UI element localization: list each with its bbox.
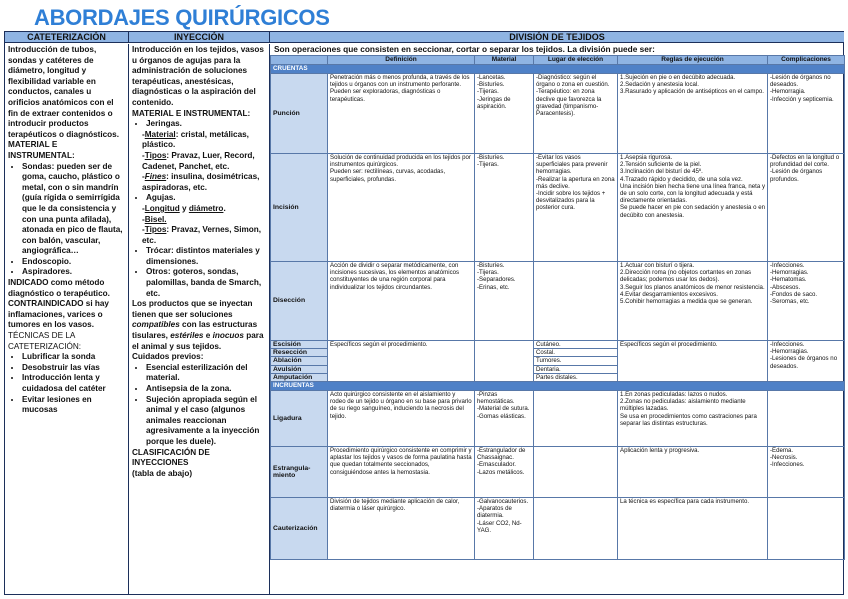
cell-lugar [534,391,618,447]
bullet-agujas: • Agujas. [146,193,266,204]
column-header: Lugar de elección [534,56,618,65]
tipos2-text: : Pravaz, Vernes, Simon, etc. [142,225,262,245]
cell-complicaciones [768,498,845,560]
fines-label: Fines [144,172,167,182]
cell-definicion: Procedimiento quirúrgico consistente en comprimir y aplastar los tejidos y vasos de forma paulatina hasta que quedan totalmente seccionados, consiguiéndose antes la hemostasia. [328,447,475,498]
column-header: Reglas de ejecución [618,56,768,65]
cell-complicaciones: -Infecciones. -Hemorragias. -Lesiones de órganos no deseados. [768,341,845,382]
content-grid [4,31,844,595]
cuidado-item: • Esencial esterilización del material. [146,363,266,384]
cell-lugar [534,262,618,341]
row-name: Escisión [271,341,327,349]
productos-part: e [203,331,213,341]
longitud-label: Longitud [144,203,180,213]
inyeccion-intro: Introducción en los tejidos, vasos u órganos de agujas para la administración de soluciones terapéuticas, anestésicas, diagnósticas o la aspiración del contenido. [132,45,264,107]
cell-reglas: Aplicación lenta y progresiva. [618,447,768,498]
cuidado-item: • Antisepsia de la zona. [146,384,266,395]
clasificacion-heading: CLASIFICACIÓN DE INYECCIONES [132,447,210,468]
section-label: INCRUENTAS [271,382,845,391]
table-row [271,391,845,447]
jeringas-fines: -Fines: insulina, dosimétricas, aspiradoras, etc. [142,172,260,192]
row-name: Punción [271,74,328,154]
table-row [271,74,845,154]
row-name-group [271,341,328,382]
column-header: Definición [328,56,475,65]
column-header [271,56,328,65]
material-label: Material [144,129,176,139]
row-name: Avulsión [271,366,327,374]
lugar-item: Costal. [534,349,617,357]
tecnicas-heading: TÉCNICAS DE LA CATETERIZACIÓN: [8,331,82,351]
cell-definicion: Acto quirúrgico consistente en el aislamiento y rodeo de un tejido u órgano en su base para privarlo de su riego sanguíneo, induciendo la necrosis del tejido. [328,391,475,447]
row-name: Incisión [271,154,328,262]
cell-lugar [534,498,618,560]
tecnica-item: • Introducción lenta y cuidadosa del catéter [22,373,125,394]
bullet-otros: • Otros: goteros, sondas, palomillas, banda de Smarch, etc. [146,267,266,299]
cell-material: -Bisturíes. -Tijeras. [475,154,534,262]
productos-esteriles: estériles [170,331,204,341]
cuidado-item: • Sujeción apropiada según el animal y el caso (algunos animales reaccionan agresivamente a la inyección porque les duele). [146,395,266,448]
cell-definicion: Solución de continuidad producida en los tejidos por instrumentos quirúrgicos. Pueden ser: rectilíneas, curvas, acodadas, superficiales, profundas. [328,154,475,262]
section-label: CRUENTAS [271,65,845,74]
page-title: ABORDAJES QUIRÚRGICOS [34,5,330,30]
table-row [271,498,845,560]
cell-material: -Pinzas hemostáticas. -Material de sutura. -Gomas elásticas. [475,391,534,447]
bullet-endoscopio: • Endoscopio. [22,257,125,268]
tipos-label: Tipos [144,150,167,160]
productos-compatibles: compatibles [132,320,180,330]
conjunction-text: y [179,203,189,213]
header-division: DIVISIÓN DE TEJIDOS [270,32,844,43]
table-row [271,262,845,341]
table-header-row [271,56,845,65]
header-cateterizacion: CATETERIZACIÓN [5,32,129,43]
tabla-note: (tabla de abajo) [132,468,193,478]
cell-complicaciones [768,391,845,447]
cuidados-list [132,363,266,448]
lugar-item: Dentaria. [534,366,617,374]
column-header: Complicaciones [768,56,845,65]
jeringas-tipos: -Tipos: Pravaz, Luer, Record, Cadenet, Panchet, etc. [142,150,255,171]
agujas-longitud: -Longitud y diámetro. [142,203,226,213]
cell-material: -Estrangulador de Chassaignac. -Emasculador. -Lazos metálicos. [475,447,534,498]
diametro-label: diámetro [188,203,224,213]
cell-material: -Bisturíes. -Tijeras. -Separadores. -Erinas, etc. [475,262,534,341]
cell-definicion: Acción de dividir o separar metódicamente, con incisiones sucesivas, los elementos anatómicos constituyentes de una región corporal para individualizar los tejidos circundantes. [328,262,475,341]
agujas-tipos: -Tipos: Pravaz, Vernes, Simon, etc. [142,225,262,245]
cell-reglas: 1.Asepsia rigurosa. 2.Tensión suficiente de la piel. 3.Inclinación del bisturí de 45º. 4.Trazado rápido y decidido, de una sola vez. Una incisión bien hecha tiene una línea franca, neta y de un solo corte, con la longitud adecuada y está directamente orientadas. Se puede hacer en pie con sedación y anestesia o en decúbito con anestesia. [618,154,768,262]
bullet-trocar: • Trócar: distintos materiales y dimensiones. [146,246,266,267]
productos-part: con las estructuras tisulares, [132,320,258,341]
cell-lugar: -Evitar los vasos superficiales para prevenir hemorragias. -Realizar la apertura en zona más declive. -Incidir sobre los tejidos + desvitalizados para la posterior cura. [534,154,618,262]
cell-complicaciones: -Edema. -Necrosis. -Infecciones. [768,447,845,498]
tecnica-item: • Evitar lesiones en mucosas [22,395,125,416]
division-table [270,55,845,560]
jeringas-list [132,119,266,130]
cell-complicaciones: -Lesión de órganos no deseados. -Hemorragia. -Infección y septicemia. [768,74,845,154]
fines-text: : insulina, dosimétricas, aspiradoras, etc. [142,172,260,192]
productos-part: Los productos que se inyectan tienen que ser soluciones [132,299,253,319]
row-name: Ablación [271,357,327,365]
jeringas-material: -Material: cristal, metálicas, plástico. [142,129,249,150]
division-intro: Son operaciones que consisten en seccionar, cortar o separar los tejidos. La división puede ser: [274,44,655,54]
row-name: Estrangula- miento [271,447,328,498]
header-inyeccion: INYECCIÓN [129,32,270,43]
row-name: Cauterización [271,498,328,560]
cell-material: -Galvanocauterios. -Aparatos de diatermia. -Láser CO2, Nd-YAG. [475,498,534,560]
cell-lugar: -Diagnóstico: según el órgano o zona en cuestión. -Terapéutico: en zona declive que favorezca la gravedad (timpanismo-Paracentesis). [534,74,618,154]
bullet-sondas: • Sondas: pueden ser de goma, caucho, plástico o metal, con o sin mandrín (guía rígida o semirrígida que le da consistencia y con una punta afilada), atonada en pico de flauta, con balón, vascular, angiográfica… [22,162,125,257]
bullet-aspiradores: • Aspiradores. [22,267,125,278]
lugar-item: Partes distales. [536,373,578,381]
section-cruentas [271,65,845,74]
cell-complicaciones: -Defectos en la longitud o profundidad del corte. -Lesión de órganos profundos. [768,154,845,262]
cell-reglas: Específicos según el procedimiento. [618,341,768,382]
bullet-jeringas: • Jeringas. [146,119,266,130]
cuidados-heading: Cuidados previos: [132,352,204,362]
table-row [271,154,845,262]
cell-definicion: División de tejidos mediante aplicación de calor, diatermia o láser quirúrgico. [328,498,475,560]
cell-definicion: Específicos según el procedimiento. [328,341,475,382]
row-name: Amputación [273,373,313,381]
lugar-item: Tumores. [534,357,617,365]
cell-material: -Lancetas. -Bisturíes. -Tijeras. -Jeringas de aspiración. [475,74,534,154]
cell-reglas: La técnica es específica para cada instrumento. [618,498,768,560]
agujas-bisel: -Bisel. [142,214,167,224]
indicado-text: INDICADO como método diagnóstico o terapéutico. [8,278,110,298]
agujas-list [132,193,266,204]
row-name: Disección [271,262,328,341]
cateterizacion-intro: Introducción de tubos, sondas y catéteres de diámetro, longitud y flexibilidad variable en conductos, canales u orificios anatómicos con el fin de extraer contenidos o introducir productos terapéuticos o diagnósticos. [8,45,120,139]
cell-lugar [534,447,618,498]
productos-text [132,299,266,352]
tecnica-item: • Desobstruir las vías [22,363,125,374]
material-list [8,162,125,279]
table-row [271,447,845,498]
inyeccion-column [129,44,270,594]
cell-reglas: 1.Actuar con bisturí o tijera. 2.Dirección roma (no objetos cortantes en zonas delicadas; podemos usar los dedos). 3.Seguir los planos anatómicos de menor resistencia. 4.Evitar desgarramientos excesivos. 5.Cohibir hemorragias a medida que se generan. [618,262,768,341]
bisel-label: Bisel. [144,214,167,224]
productos-part: para el animal y sus tejidos. [132,331,264,351]
table-row [271,341,845,382]
cateterizacion-column [5,44,129,594]
inyeccion-material-heading: MATERIAL E INSTRUMENTAL: [132,108,251,118]
contraindicado-text: CONTRAINDICADO si hay inflamaciones, varices o tumores en los vasos. [8,299,109,330]
cell-reglas: 1.Sujeción en pie o en decúbito adecuada. 2.Sedación y anestesia local. 3.Rasurado y aplicación de antisépticos en el campo. [618,74,768,154]
tipos2-label: Tipos [144,225,167,235]
otros-list [132,246,266,299]
row-name: Resección [271,349,327,357]
tecnica-item: • Lubrificar la sonda [22,352,125,363]
material-text: : cristal, metálicas, plástico. [142,129,249,150]
lugar-item: Cutáneo. [534,341,617,349]
tecnicas-list [8,352,125,416]
row-name: Ligadura [271,391,328,447]
cell-reglas: 1.En zonas pediculadas: lazos o nudos. 2.Zonas no pediculadas: aislamiento mediante múltiples lazadas. Se usa en procedimientos como castraciones para separar las distintas estructuras. [618,391,768,447]
material-heading: MATERIAL E INSTRUMENTAL: [8,140,75,160]
productos-inocuos: inocuos [212,331,244,341]
column-header: Material [475,56,534,65]
cell-material [475,341,534,382]
tipos-text: : Pravaz, Luer, Record, Cadenet, Panchet, etc. [142,150,255,171]
section-incruentas [271,382,845,391]
cell-lugar [534,341,618,382]
cell-complicaciones: -Infecciones. -Hemorragias. -Hematomas. -Abscesos. -Fondos de saco. -Seromas, etc. [768,262,845,341]
cell-definicion: Penetración más o menos profunda, a través de los tejidos u órganos con un instrumento perforante. Pueden ser exploradoras, diagnósticas o terapéuticas. [328,74,475,154]
